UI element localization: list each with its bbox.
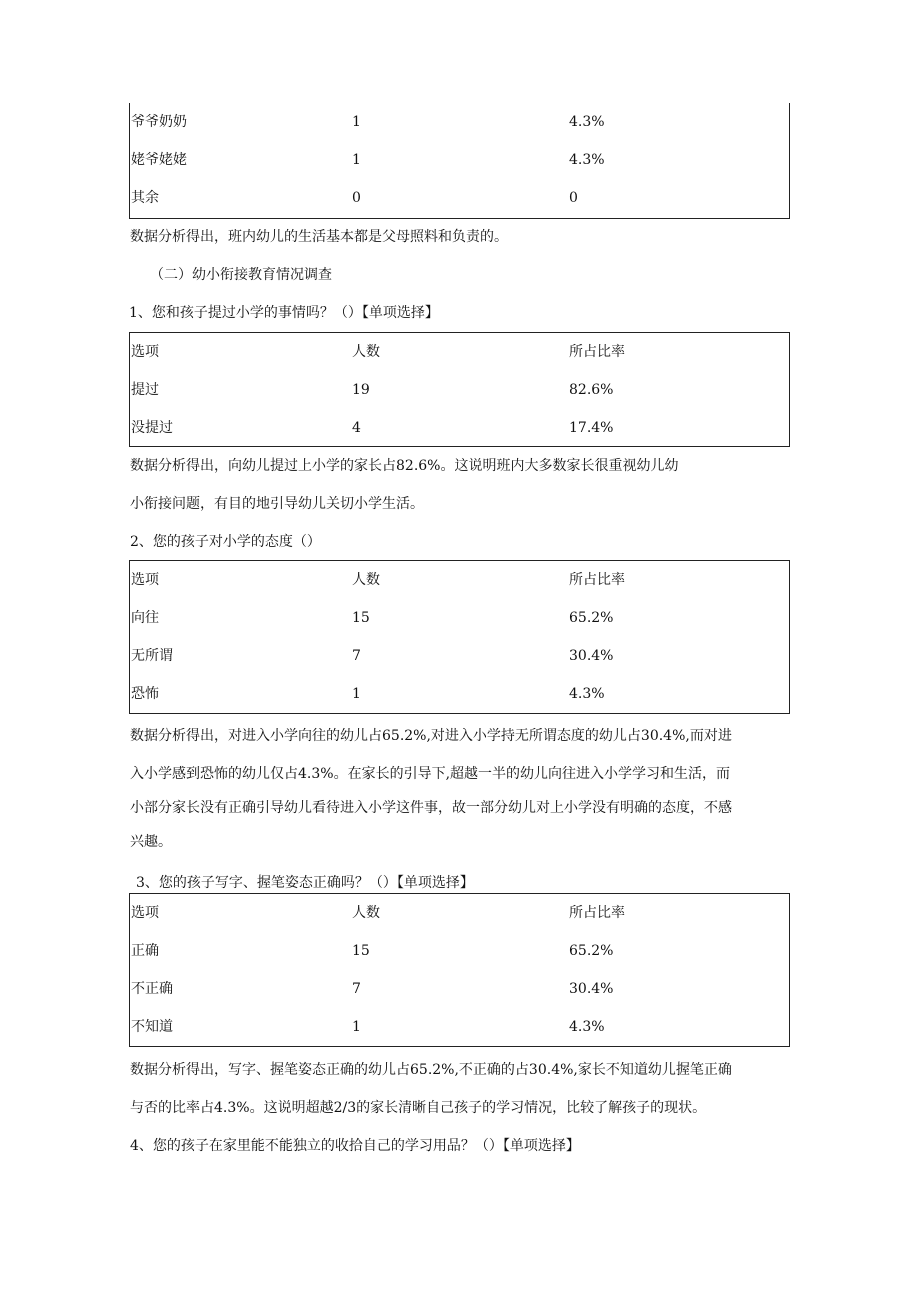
cell-ratio: 4.3% — [569, 114, 605, 130]
analysis-line: 入小学感到恐怖的幼儿仅占4.3%。在家长的引导下,超越一半的幼儿向往进入小学学习和生活，而 — [130, 766, 731, 782]
table-row — [130, 637, 789, 675]
cell-count: 7 — [352, 648, 361, 664]
table-header-row — [130, 561, 789, 599]
table-row — [130, 409, 789, 447]
cell-ratio: 4.3% — [569, 686, 605, 702]
table-q3 — [129, 893, 790, 1047]
header-count: 人数 — [352, 572, 380, 588]
header-ratio: 所占比率 — [569, 905, 625, 921]
cell-ratio: 0 — [569, 190, 578, 206]
cell-count: 1 — [352, 686, 361, 702]
analysis-line: 数据分析得出，写字、握笔姿态正确的幼儿占65.2%,不正确的占30.4%,家长不知道幼儿握笔正确 — [130, 1062, 732, 1078]
cell-option: 无所谓 — [131, 648, 173, 664]
table-family-care — [129, 103, 790, 219]
cell-option: 正确 — [131, 943, 159, 959]
table-q2 — [129, 560, 790, 714]
question-title: 2、您的孩子对小学的态度（） — [130, 534, 321, 550]
cell-ratio: 17.4% — [569, 420, 614, 436]
header-option: 选项 — [131, 572, 159, 588]
analysis-line: 兴趣。 — [130, 834, 172, 850]
table-row — [130, 675, 789, 713]
cell-option: 其余 — [131, 190, 159, 206]
section-heading: （二）幼小衔接教育情况调查 — [150, 267, 332, 283]
analysis-line: 数据分析得出，对进入小学向往的幼儿占65.2%,对进入小学持无所谓态度的幼儿占30.4%,而对进 — [130, 728, 732, 744]
table-row — [130, 970, 789, 1008]
cell-count: 0 — [352, 190, 361, 206]
table-q1 — [129, 332, 790, 447]
table-row — [130, 932, 789, 970]
cell-count: 7 — [352, 981, 361, 997]
table-row — [130, 103, 789, 141]
header-ratio: 所占比率 — [569, 344, 625, 360]
cell-option: 向往 — [131, 610, 159, 626]
analysis-line: 数据分析得出，向幼儿提过上小学的家长占82.6%。这说明班内大多数家长很重视幼儿幼 — [130, 458, 679, 474]
cell-ratio: 30.4% — [569, 981, 614, 997]
cell-ratio: 4.3% — [569, 152, 605, 168]
question-title: 4、您的孩子在家里能不能独立的收拾自己的学习用品？（）【单项选择】 — [130, 1138, 580, 1154]
table-header-row — [130, 333, 789, 371]
cell-count: 1 — [352, 152, 361, 168]
table-row — [130, 141, 789, 179]
header-ratio: 所占比率 — [569, 572, 625, 588]
cell-option: 没提过 — [131, 420, 173, 436]
analysis-line: 小部分家长没有正确引导幼儿看待进入小学这件事，故一部分幼儿对上小学没有明确的态度，不感 — [130, 800, 732, 816]
analysis-paragraph: 数据分析得出，班内幼儿的生活基本都是父母照料和负责的。 — [130, 229, 508, 245]
header-option: 选项 — [131, 344, 159, 360]
cell-count: 19 — [352, 382, 370, 398]
cell-count: 4 — [352, 420, 361, 436]
cell-count: 15 — [352, 943, 370, 959]
cell-ratio: 65.2% — [569, 610, 614, 626]
cell-option: 姥爷姥姥 — [131, 152, 187, 168]
table-header-row — [130, 894, 789, 932]
cell-option: 不知道 — [131, 1019, 173, 1035]
table-row — [130, 1008, 789, 1046]
cell-option: 恐怖 — [131, 686, 159, 702]
table-row — [130, 179, 789, 217]
cell-count: 1 — [352, 1019, 361, 1035]
cell-ratio: 65.2% — [569, 943, 614, 959]
cell-option: 提过 — [131, 382, 159, 398]
cell-option: 不正确 — [131, 981, 173, 997]
analysis-line: 小衔接问题，有目的地引导幼儿关切小学生活。 — [130, 496, 424, 512]
question-title: 3、您的孩子写字、握笔姿态正确吗？（）【单项选择】 — [136, 875, 474, 891]
cell-option: 爷爷奶奶 — [131, 114, 187, 130]
cell-count: 1 — [352, 114, 361, 130]
cell-ratio: 30.4% — [569, 648, 614, 664]
table-row — [130, 371, 789, 409]
question-title: 1、您和孩子提过小学的事情吗？（）【单项选择】 — [129, 305, 439, 321]
header-count: 人数 — [352, 905, 380, 921]
header-count: 人数 — [352, 344, 380, 360]
analysis-line: 与否的比率占4.3%。这说明超越2/3的家长清晰自己孩子的学习情况，比较了解孩子的现状。 — [130, 1100, 707, 1116]
table-row — [130, 599, 789, 637]
cell-count: 15 — [352, 610, 370, 626]
cell-ratio: 4.3% — [569, 1019, 605, 1035]
header-option: 选项 — [131, 905, 159, 921]
cell-ratio: 82.6% — [569, 382, 614, 398]
